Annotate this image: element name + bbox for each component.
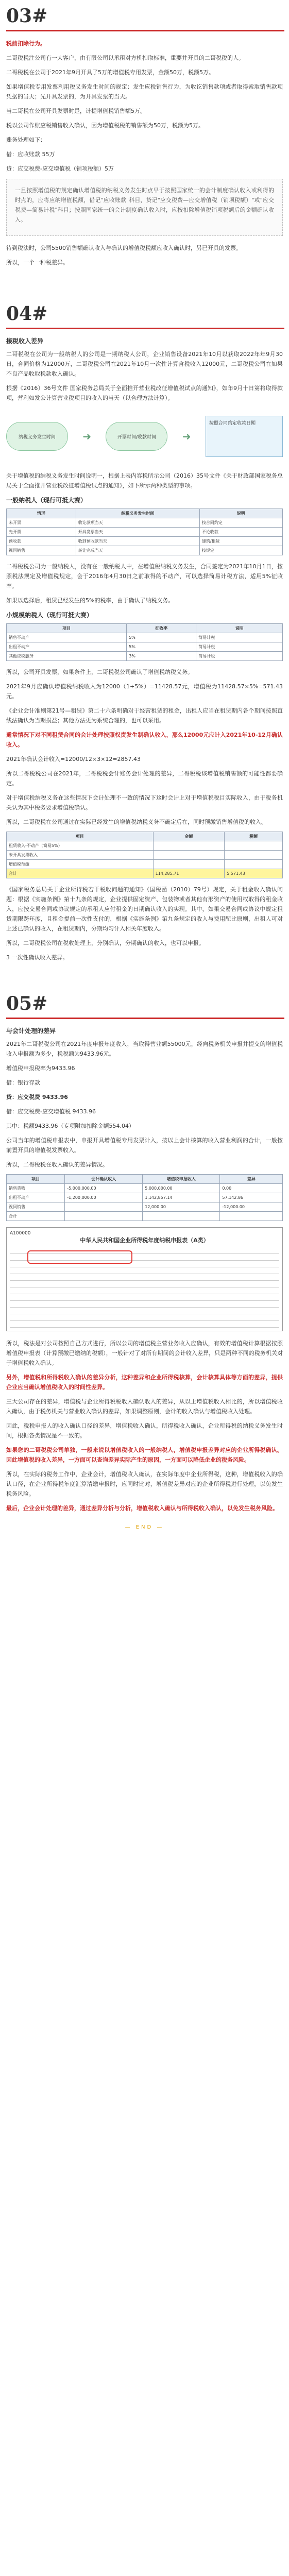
table-cell: 按规定	[199, 546, 282, 555]
table-header-cell: 差异	[220, 1175, 283, 1184]
table-cell: 简易计税	[196, 633, 283, 642]
flow-node: 开票时间/收款时间	[106, 422, 167, 451]
table-cell: 转让完成当天	[76, 546, 199, 555]
paragraph: 公司当年的增值税申报表中，申报开具增值税专用发票计入，按以上会计核算的收入营业利润的合计，一般按前置开具的增值税发票收入。	[6, 1137, 283, 1154]
table-cell	[65, 1212, 143, 1221]
table-cell: 114,285.71	[153, 869, 225, 878]
paragraph: 2021年9月应确认增值税纳税收入为12000（1+5%）=11428.57元，增值税为11428.57×5%=571.43元。	[6, 683, 283, 700]
table-row	[7, 1212, 283, 1221]
table-row	[7, 546, 283, 555]
table-cell: 销售货物	[7, 1184, 65, 1193]
form-title: 中华人民共和国企业所得税年度纳税申报表（A类）	[80, 1237, 209, 1244]
table-row	[7, 1193, 283, 1202]
table-cell	[65, 1202, 143, 1212]
table-header-cell: 情形	[7, 509, 76, 518]
tax-table-3	[6, 832, 283, 878]
table-row	[7, 652, 283, 661]
arrow-right-icon: ➜	[82, 430, 92, 443]
paragraph: 因此，税税申报人的收入确认口径的差异，增值税收入确认，所得税收入确认，企业所得税的纳税义务发生时间，根据各类情况是不一致的。	[6, 1422, 283, 1439]
flow-diagram	[6, 408, 283, 465]
paragraph: 所以，一个一种税差异。	[6, 259, 69, 266]
table-row	[7, 528, 283, 537]
paragraph: 二哥税税在公司于2021年9月开具了5万的增值税专用发票，金额50万，税额5万。	[6, 69, 214, 76]
arrow-right-icon: ➜	[182, 430, 191, 443]
paragraph: 增值税申报税率为9433.96	[6, 1065, 75, 1072]
table-cell: 12,000.00	[143, 1202, 220, 1212]
section-heading-04: 04#	[6, 303, 48, 325]
table-row	[7, 869, 283, 878]
table-cell: 57,142.86	[220, 1193, 283, 1202]
table-title: 一般纳税人（现行可抵大赛）	[6, 497, 87, 504]
flow-node: 纳税义务发生时间	[6, 422, 68, 451]
table-cell: 合计	[7, 869, 154, 878]
intro-bold: 税前扣除行为。	[6, 40, 46, 47]
table-header-cell: 项目	[7, 624, 127, 633]
paragraph: 根据《2016）36号文件 国家税务总局关于全面推开营业税改征增值税试点的通知》，如年9月十日第将取得款项，营利如发公计算营业税项目的收入的当天（以合理方法计算）。	[6, 385, 283, 401]
table-header-cell: 项目	[7, 1175, 65, 1184]
table-cell: 合计	[7, 1212, 65, 1221]
table-row	[7, 851, 283, 860]
paragraph: 2021年确认会计收入=12000/12×3×12=2857.43	[6, 756, 141, 762]
journal-entry: 借：应收账款 55万	[6, 151, 55, 158]
flow-box: 按照合同约定收款日期	[206, 416, 283, 457]
table-cell: 视同销售	[7, 1202, 65, 1212]
table-cell: 收讫款项当天	[76, 518, 199, 528]
table-row	[7, 642, 283, 652]
table-cell: -5,000,000.00	[65, 1184, 143, 1193]
table-header-cell: 税额	[225, 832, 283, 841]
table-row	[7, 1202, 283, 1212]
section-heading-05: 05#	[6, 993, 48, 1014]
paragraph: 如果增值税专用发票利用税义务发生时间的规定：发生应税销售行为，为收讫销售款项或者取得索取销售款项凭据的当天；先开具发票的，为开具发票的当天。	[6, 83, 283, 100]
table-cell: 5,571.43	[225, 869, 283, 878]
table-row	[7, 518, 283, 528]
table-cell: 增值税预缴	[7, 860, 154, 869]
form-code: A100000	[10, 1231, 31, 1236]
table-cell: 5%	[127, 642, 196, 652]
table-cell	[153, 851, 225, 860]
table-row	[7, 633, 283, 642]
end-mark: — END —	[125, 1524, 164, 1530]
tax-table-4	[6, 1174, 283, 1221]
paragraph: 所以，在实际的税务工作中，企业会计，增值税收入确认，在实际年度中企业所得税，这种，增值税收入的确认口径，在企业所得税年度汇算清缴申报时，应同时比对，增值税差异对应的企业所得税进行处理，以免发生税务风险。	[6, 1471, 283, 1497]
paragraph: 《企业会计准则第21号—租赁》第二十六条明确对于经营租赁的租金，出租人应当在租赁期内各个期间按照直线法确认为当期损益；其他方法更为系统合理的，也可以采用。	[6, 707, 283, 724]
tax-table-2	[6, 623, 283, 661]
table-cell	[153, 860, 225, 869]
table-cell: 收到预收款当天	[76, 537, 199, 546]
paragraph: 所以二哥税税公司在2021年，二哥税税会计账务会计处理的差异，二哥税税该增值税销售额的可能性都要确定。	[6, 770, 283, 787]
journal-entry: 借：应交税费-应交增值税 9433.96	[6, 1108, 96, 1115]
table-row	[7, 860, 283, 869]
table-header-cell: 说明	[196, 624, 283, 633]
journal-entry: 贷：应交税费-应交增值税（销项税额）5万	[6, 165, 114, 172]
table-cell: 简易计税	[196, 652, 283, 661]
table-cell: 开具发票当天	[76, 528, 199, 537]
quote-text: 一旦按照增值税的规定确认增值税的纳税义务发生时点早于按照国家统一的会计制度确认收入或利得的时点的，应将应纳增值税额，借记"应收账款"科目，贷记"应交税费—应交增值税（销项税额）"或"应交税费—简易计税"科目；按照国家统一的会计制度确认收入时，应按扣除增值税销项税额后的金额确认收入。	[15, 187, 274, 223]
paragraph: 所以，税法是对公司按照自己方式进行，所以公司的增值税主营业务收入应确认，有效的增值税计算根据按照增值税申报表（计算预缴已缴纳的税额），一般针对了对所有期间的会计收入差异，只是两种不同的税务机关对于增值税收入确认。	[6, 1340, 283, 1366]
table-cell: 5,000,000.00	[143, 1184, 220, 1193]
table-cell	[153, 841, 225, 851]
table-header-cell: 增值税申报收入	[143, 1175, 220, 1184]
table-cell: 5%	[127, 633, 196, 642]
table-row	[7, 537, 283, 546]
table-cell	[220, 1212, 283, 1221]
section-divider	[6, 328, 284, 329]
subheading: 与会计处理的差异	[6, 1027, 56, 1035]
paragraph: 三大公司存在的差异，增值税与企业所得税税收入确认收入的差异，从以上增值税收入相比的，所以增值税收入确认，由于税务机关与营业收入确认的差异，如果调整原则，会计的收入确认与增值税收入处理。	[6, 1398, 283, 1415]
table-cell: 3%	[127, 652, 196, 661]
table-row	[7, 1184, 283, 1193]
table-cell	[225, 851, 283, 860]
section-divider	[6, 1018, 284, 1019]
paragraph-highlight: 最后，企业会计处理的差异，通过差异分析与分析，增值税收入确认与所得税收入确认，以免发生税务风险。	[6, 1505, 278, 1512]
table-header-cell: 纳税义务发生时间	[76, 509, 199, 518]
paragraph-highlight: 另外，增值税和所得税收入确认的差异分析，这种差异和企业所得税核算，会计核算具体等方面的差异，提供企业应当确认增值税收入的时间性差异。	[6, 1374, 283, 1391]
table-cell	[225, 860, 283, 869]
paragraph: 2021年二哥税税公司在2021年度申报年度收入，当取得营业额55000元，经向税务机关申报并提交的增值税收入申报额为多少，税税额为9433.96元。	[6, 1041, 283, 1057]
table-cell: 简易计税	[196, 642, 283, 652]
table-row	[7, 841, 283, 851]
section-divider	[6, 30, 284, 31]
subheading: 接税收入差异	[6, 337, 44, 345]
table-title: 小规模纳税人（现行可抵大赛）	[6, 612, 93, 619]
journal-entry: 其中：税额9433.96（专项附加扣除金额554.04）	[6, 1123, 134, 1129]
table-cell: 预收款	[7, 537, 76, 546]
table-cell: 0.00	[220, 1184, 283, 1193]
table-cell: 未开具发票收入	[7, 851, 154, 860]
paragraph: 当二哥税在公司开具发票时是，计提增值税销售额5万。	[6, 108, 146, 114]
table-header-cell: 说明	[199, 509, 282, 518]
paragraph: 如果以选择后，租赁已经发生的5%的税率，由于确认了纳税义务。	[6, 597, 174, 604]
paragraph: 二哥税税注公司有一大客户，由有限公司以承租对方机扣取标准，重要并开具的二哥税税的人。	[6, 55, 244, 61]
paragraph: 二哥税税在公司为一般纳税人的公司是一期纳税人公司，企业销售设备2021年10月以获取2022年年9月30日，合同价格为12000万，二哥税税公司在2021年10月一次性计算含税收入12000元，二哥税税公司在如果不良产品收取税款收入确认。	[6, 351, 283, 377]
table-header-cell: 征收率	[127, 624, 196, 633]
paragraph: 所以，二哥税税在收入确认的差异情况。	[6, 1161, 108, 1168]
journal-entry: 贷：应交税费 9433.96	[6, 1094, 68, 1100]
table-cell: 建筑/租赁	[199, 537, 282, 546]
table-cell: 租赁收入-不动产（简易5%）	[7, 841, 154, 851]
section-heading-03: 03#	[6, 5, 48, 27]
paragraph: 待到税法时，公司5500销售额确认收入与确认的增值税税额应收入确认时，另已开具的发票。	[6, 245, 242, 251]
paragraph: 二哥税税公司为一般纳税人，没有在一般纳税人中，在增值税纳税义务发生，合同签定为2021年10月1日，按照税法规定及增值税规定，会于2016年4月30日之前取得的不动产，可以选择简易计税方法，适用5%征收率。	[6, 563, 283, 589]
tax-table-1	[6, 509, 283, 555]
table-cell	[143, 1212, 220, 1221]
table-cell: 1,142,857.14	[143, 1193, 220, 1202]
table-cell: 出租不动产	[7, 642, 127, 652]
highlight-ring	[27, 1250, 132, 1264]
paragraph-highlight: 通常情况下对不同租赁合同的会计处理按照权责发生制确认收入，那么12000元应计入2021年10-12月确认收入。	[6, 732, 283, 748]
table-cell: 未开票	[7, 518, 76, 528]
tax-return-form	[6, 1227, 283, 1331]
paragraph: 《国家税务总局关于企业所得税若干税收问题的通知》（国税函（2010）79号）规定，关于租金收入确认问题：根据《实施条例》第十九条的规定，企业提供固定资产、包装物或者其他有形资产的使用权取得的租金收入，应按交易合同或协议规定的承租人应付租金的日期确认收入的实现。其中，如果交易合同或协议中规定租赁期限跨年度，且租金提前一次性支付的，根据《实施条例》第九条规定的收入与费用配比原则，出租人可对上述已确认的收入，在租赁期内，分期均匀计入相关年度收入。	[6, 886, 283, 932]
table-cell: 出租不动产	[7, 1193, 65, 1202]
table-cell: 先开票	[7, 528, 76, 537]
table-header-cell: 项目	[7, 832, 154, 841]
table-cell: -12,000.00	[220, 1202, 283, 1212]
table-header-cell: 会计确认收入	[65, 1175, 143, 1184]
paragraph: 所以，二哥税税公司在税收处理上，分别确认，分期确认的收入，也可以申报。	[6, 940, 205, 946]
journal-entry: 借：银行存款	[6, 1079, 40, 1086]
paragraph-highlight: 如果您的二哥税税公司单独，一般来说以增值税收入的一般纳税人，增值税申报差异对应的企业所得税确认。因此增值税的收入差异，一方面可以查询差异实际产生的原因，一方面可以降低企业的税务风险。	[6, 1447, 283, 1463]
paragraph: 关于增值税的纳税义务发生时间说明一，根据上表内容税所示公司（2016）35号文件《关于财政部国家税务总局关于全面推开营业税改征增值税试点的通知》，如下所示两种类型的事项。	[6, 472, 283, 489]
paragraph: 3 一次性确认收入差异。	[6, 954, 69, 961]
table-header-cell: 金额	[153, 832, 225, 841]
table-cell: -1,200,000.00	[65, 1193, 143, 1202]
table-cell: 视同销售	[7, 546, 76, 555]
table-cell: 不论收款	[199, 528, 282, 537]
paragraph: 账务处理如下：	[6, 137, 46, 143]
table-cell: 销售不动产	[7, 633, 127, 642]
table-cell: 按合同约定	[199, 518, 282, 528]
table-cell: 其他应税服务	[7, 652, 127, 661]
paragraph: 所以，二哥税税在公司通过在实际已经发生的增值税纳税义务不确定后在，同时预缴销售增值税的收入。	[6, 819, 267, 825]
paragraph: 对于增值税纳税义务在这些情况下会计处理不一致的情况下这时会计上对于增值税税目实际收入，由于税务机关认为其中税务要求增值税确认。	[6, 794, 283, 811]
quote-block	[6, 179, 283, 236]
table-cell	[225, 841, 283, 851]
paragraph: 税以公司作账应税销售收入确认，因为增值税税的销售额为50万，税额为5万。	[6, 122, 204, 129]
paragraph: 所以，公司开具发票，如果条件上，二哥税税公司确认了增值税纳税义务。	[6, 669, 193, 675]
